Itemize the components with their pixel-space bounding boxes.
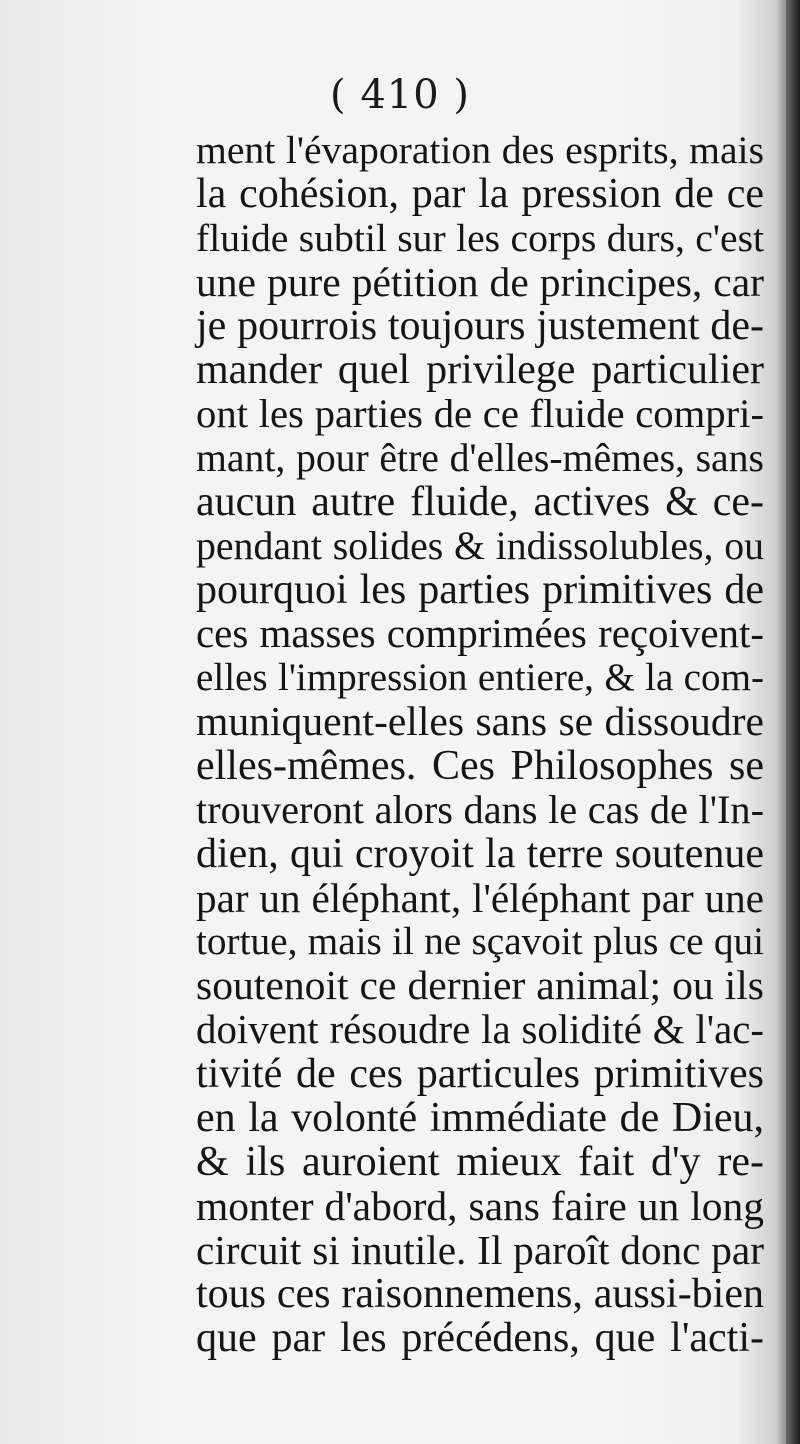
text-line: aucun autre fluide, actives & ce- (196, 479, 764, 525)
text-line: monter d'abord, sans faire un long (196, 1183, 764, 1229)
page-number: ( 410 ) (330, 72, 470, 118)
text-line: que par les précédens, que l'acti- (196, 1315, 764, 1361)
text-line: & ils auroient mieux fait d'y re- (196, 1139, 764, 1185)
text-line: je pourrois toujours justement de- (196, 303, 764, 349)
text-line: par un éléphant, l'éléphant par une (196, 875, 764, 921)
text-line: une pure pétition de principes, car (196, 259, 764, 305)
text-line: dien, qui croyoit la terre soutenue (196, 831, 764, 877)
text-line: en la volonté immédiate de Dieu, (196, 1095, 764, 1141)
text-line: la cohésion, par la pression de ce (196, 171, 764, 217)
text-line: tivité de ces particules primitives (196, 1051, 764, 1097)
text-line: fluide subtil sur les corps durs, c'est (196, 216, 764, 260)
text-line: soutenoit ce dernier animal; ou ils (196, 963, 764, 1009)
text-line: tortue, mais il ne sçavoit plus ce qui (196, 920, 764, 963)
text-line: elles l'impression entiere, & la com- (196, 656, 764, 699)
text-line: muniquent-elles sans se dissoudre (196, 699, 764, 745)
text-line: elles-mêmes. Ces Philosophes se (196, 743, 764, 789)
text-line: doivent résoudre la solidité & l'ac- (196, 1007, 764, 1052)
text-line: mander quel privilege particulier (196, 347, 764, 393)
text-line: tous ces raisonnemens, aussi-bien (196, 1271, 764, 1317)
text-line: pourquoi les parties primitives de (196, 567, 764, 613)
body-text (196, 128, 764, 1360)
text-line: pendant solides & indissolubles, ou (196, 524, 764, 568)
text-line: ces masses comprimées reçoivent- (196, 611, 764, 656)
page-edge-shadow (786, 0, 800, 1444)
text-line: ont les parties de ce fluide compri- (196, 391, 764, 436)
text-line: ment l'évaporation des esprits, mais (196, 128, 764, 172)
text-line: mant, pour être d'elles-mêmes, sans (196, 436, 764, 480)
text-line: circuit si inutile. Il paroît donc par (196, 1227, 764, 1273)
text-line: trouveront alors dans le cas de l'In- (196, 787, 764, 832)
